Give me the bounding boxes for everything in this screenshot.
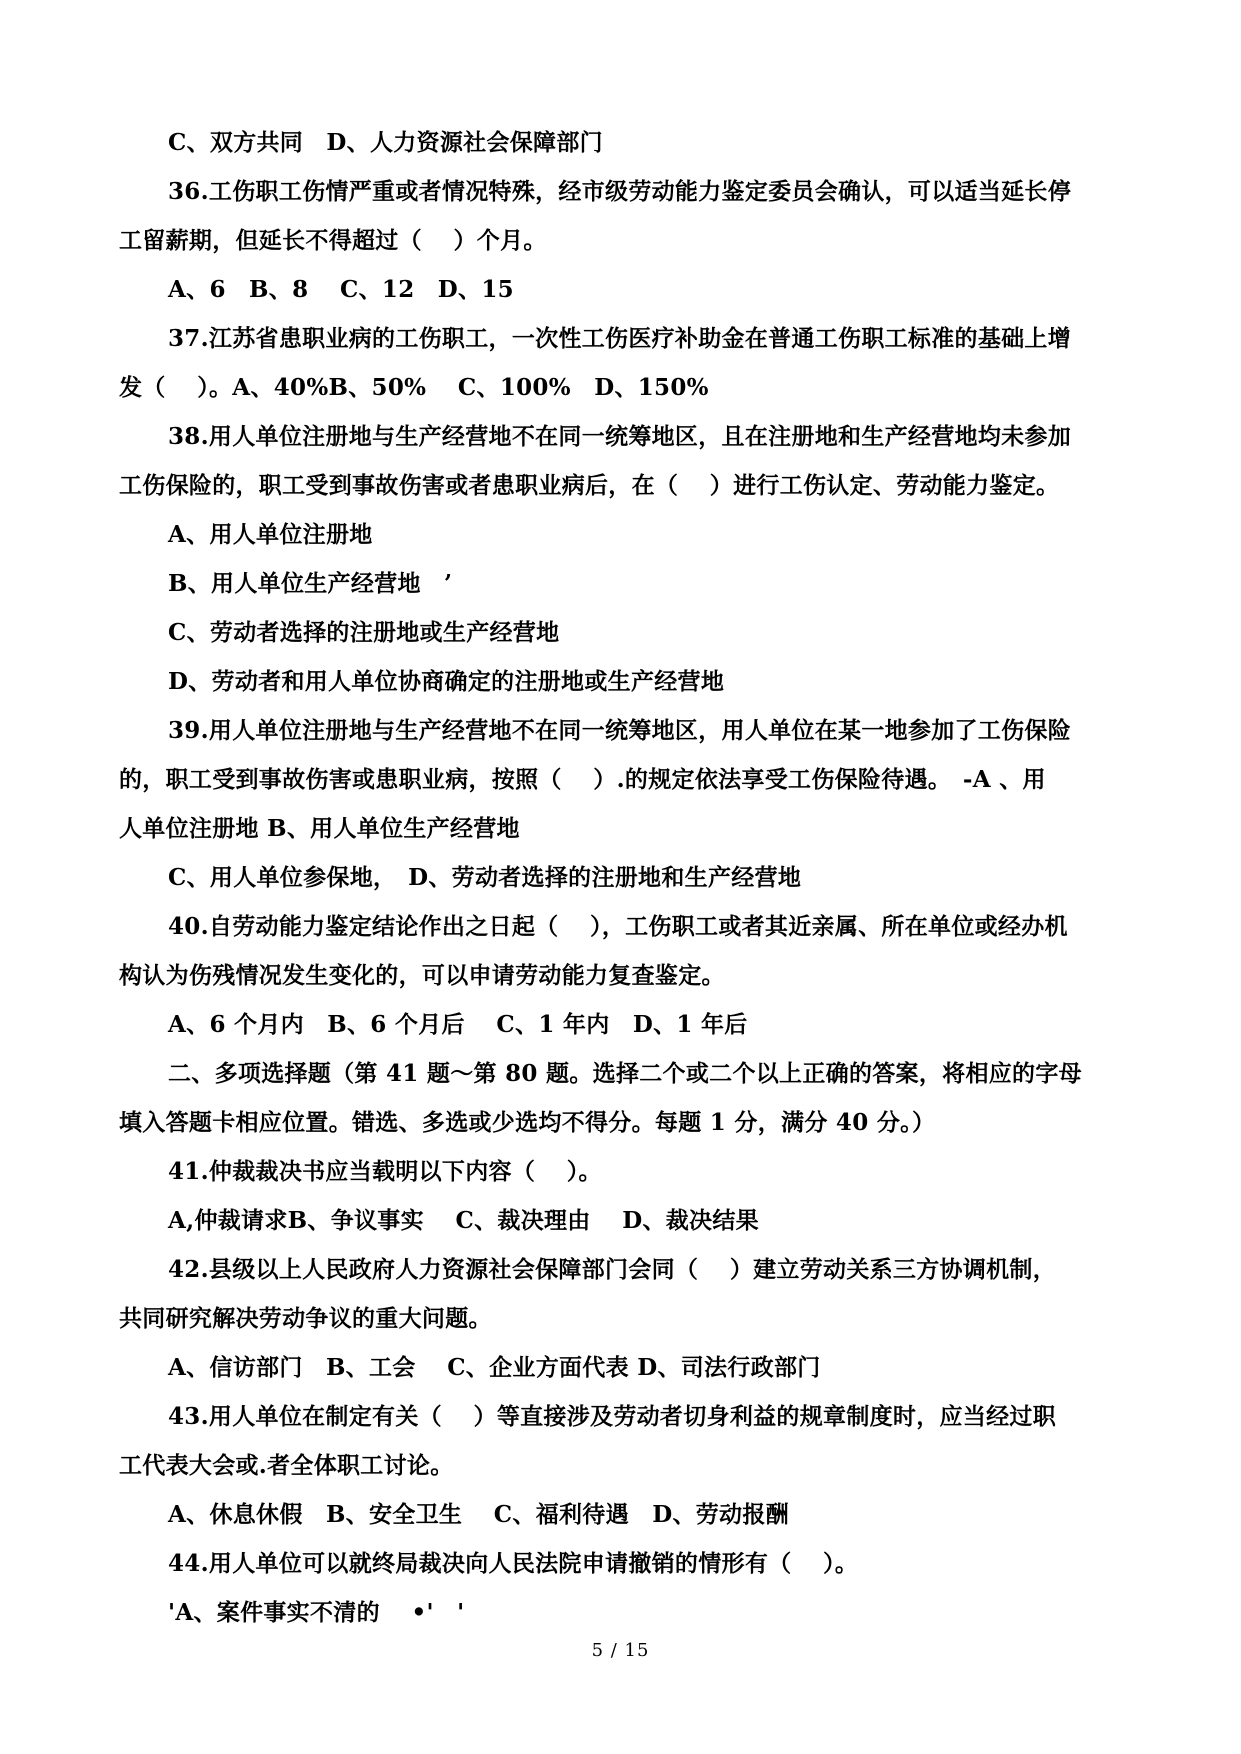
text-line: 填入答题卡相应位置。错选、多选或少选均不得分。每题 1 分，满分 40 分。）	[119, 1109, 936, 1136]
text-line: 人单位注册地 B、用人单位生产经营地	[119, 815, 520, 842]
text-line: 39.用人单位注册地与生产经营地不在同一统筹地区，用人单位在某一地参加了工伤保险	[168, 717, 1072, 744]
text-line: 工留薪期，但延长不得超过（ ）个月。	[119, 227, 547, 254]
text-line: A、休息休假 B、安全卫生 C、福利待遇 D、劳动报酬	[168, 1501, 789, 1528]
text-line: 37.江苏省患职业病的工伤职工，一次性工伤医疗补助金在普通工伤职工标准的基础上增	[168, 325, 1072, 352]
text-line: 44.用人单位可以就终局裁决向人民法院申请撤销的情形有（ ）。	[168, 1550, 859, 1577]
text-line: 工代表大会或.者全体职工讨论。	[119, 1452, 454, 1479]
text-line: A、6 B、8 C、12 D、15	[168, 276, 514, 303]
text-line: C、双方共同 D、人力资源社会保障部门	[168, 129, 603, 156]
text-line: C、用人单位参保地， D、劳动者选择的注册地和生产经营地	[168, 864, 802, 891]
text-line: 40.自劳动能力鉴定结论作出之日起（ ），工伤职工或者其近亲属、所在单位或经办机	[168, 913, 1068, 940]
text-line: 43.用人单位在制定有关（ ）等直接涉及劳动者切身利益的规章制度时，应当经过职	[168, 1403, 1057, 1430]
text-line: A、用人单位注册地	[168, 521, 373, 548]
text-line: 发（ ）。A、40%B、50% C、100% D、150%	[119, 374, 709, 401]
text-line: B、用人单位生产经营地 ’	[168, 570, 453, 597]
text-line: 42.县级以上人民政府人力资源社会保障部门会同（ ）建立劳动关系三方协调机制，	[168, 1256, 1057, 1283]
text-line: A,仲裁请求B、争议事实 C、裁决理由 D、裁决结果	[168, 1207, 759, 1234]
text-line: A、6 个月内 B、6 个月后 C、1 年内 D、1 年后	[168, 1011, 748, 1038]
page-number: 5 / 15	[591, 1640, 650, 1661]
document-body	[119, 118, 1123, 1637]
text-line: 的，职工受到事故伤害或患职业病，按照（ ）.的规定依法享受工伤保险待遇。 -A 、用	[119, 766, 1046, 793]
text-line: 工伤保险的，职工受到事故伤害或者患职业病后，在（ ）进行工伤认定、劳动能力鉴定。	[119, 472, 1060, 499]
text-line: 41.仲裁裁决书应当载明以下内容（ ）。	[168, 1158, 602, 1185]
text-line: C、劳动者选择的注册地或生产经营地	[168, 619, 560, 646]
text-line: 38.用人单位注册地与生产经营地不在同一统筹地区，且在注册地和生产经营地均未参加	[168, 423, 1072, 450]
text-line: D、劳动者和用人单位协商确定的注册地或生产经营地	[168, 668, 725, 695]
text-line: A、信访部门 B、工会 C、企业方面代表 D、司法行政部门	[168, 1354, 821, 1381]
text-line: 'A、案件事实不清的 •' '	[168, 1599, 465, 1626]
text-line: 共同研究解决劳动争议的重大问题。	[119, 1305, 492, 1332]
text-line: 二、多项选择题（第 41 题～第 80 题。选择二个或二个以上正确的答案，将相应的字母	[168, 1060, 1082, 1087]
text-line: 36.工伤职工伤情严重或者情况特殊，经市级劳动能力鉴定委员会确认，可以适当延长停	[168, 178, 1072, 205]
text-line: 构认为伤残情况发生变化的，可以申请劳动能力复查鉴定。	[119, 962, 725, 989]
